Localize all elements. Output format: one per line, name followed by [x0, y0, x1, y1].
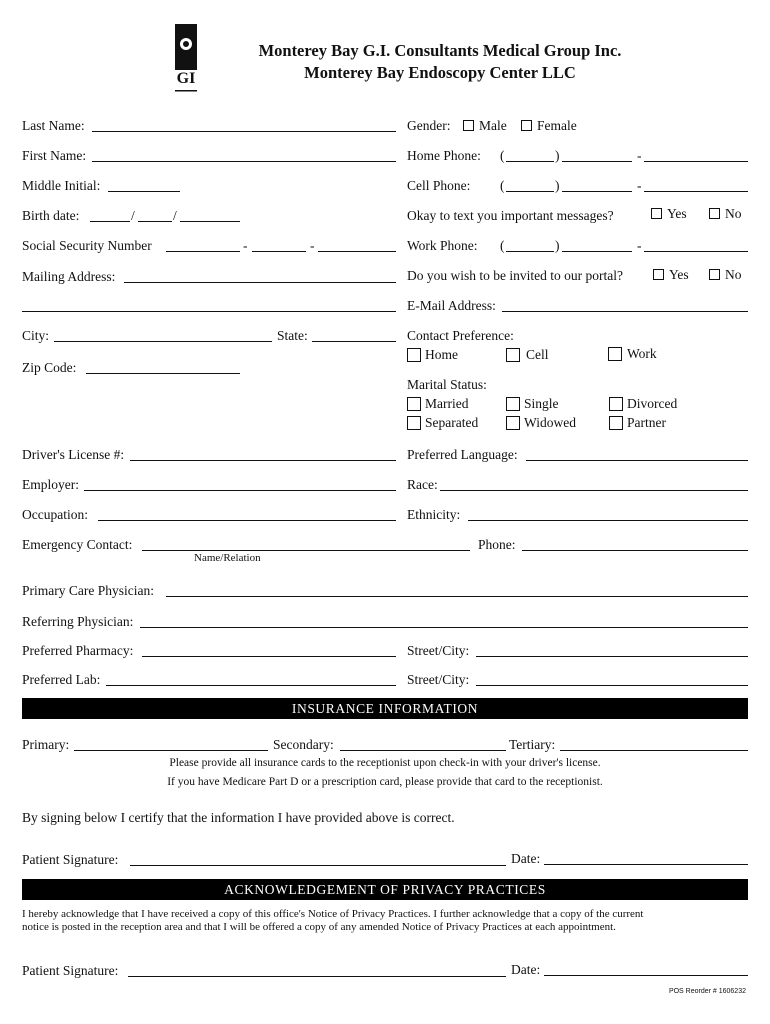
pharmacy-street-label: Street/City: [407, 643, 470, 658]
lab-street-field[interactable] [476, 685, 748, 686]
gender-female-checkbox[interactable] [521, 120, 532, 131]
lab-street-label: Street/City: [407, 672, 470, 687]
work-phone-prefix[interactable] [562, 251, 632, 252]
email-label: E-Mail Address: [407, 298, 496, 313]
employer-label: Employer: [22, 477, 79, 492]
lab-field[interactable] [106, 685, 396, 686]
marital-single-label: Single [524, 396, 559, 411]
portal-yes-label: Yes [669, 267, 689, 282]
marital-partner-checkbox[interactable] [609, 416, 623, 430]
certify-statement: By signing below I certify that the information I have provided above is correct. [22, 810, 455, 825]
text-no-checkbox[interactable] [709, 208, 720, 219]
marital-label: Marital Status: [407, 377, 487, 392]
pharmacy-label: Preferred Pharmacy: [22, 643, 134, 658]
ssn-label: Social Security Number [22, 238, 152, 253]
ethnicity-field[interactable] [468, 520, 748, 521]
ssn-part3[interactable] [318, 251, 396, 252]
birth-month-field[interactable] [90, 221, 130, 222]
marital-married-checkbox[interactable] [407, 397, 421, 411]
email-field[interactable] [502, 311, 748, 312]
zip-field[interactable] [86, 373, 240, 374]
practice-name: Monterey Bay G.I. Consultants Medical Group Inc. [258, 41, 622, 60]
insurance-note-2: If you have Medicare Part D or a prescription card, please provide that card to the receptionist. [167, 776, 603, 788]
birth-date-label: Birth date: [22, 208, 80, 223]
first-name-label: First Name: [22, 148, 87, 163]
mailing-address-field[interactable] [124, 282, 396, 283]
referring-field[interactable] [140, 627, 748, 628]
contact-work-label: Work [627, 346, 657, 361]
race-label: Race: [407, 477, 438, 492]
home-phone-line[interactable] [644, 161, 748, 162]
marital-single-checkbox[interactable] [506, 397, 520, 411]
portal-yes-checkbox[interactable] [653, 269, 664, 280]
marital-partner-label: Partner [627, 415, 666, 430]
text-yes-label: Yes [667, 206, 687, 221]
ethnicity-label: Ethnicity: [407, 507, 461, 522]
text-yes-checkbox[interactable] [651, 208, 662, 219]
gender-male-label: Male [479, 118, 507, 133]
home-phone-prefix[interactable] [562, 161, 632, 162]
patient-signature-label: Patient Signature: [22, 852, 119, 867]
middle-initial-field[interactable] [108, 191, 180, 192]
marital-separated-checkbox[interactable] [407, 416, 421, 430]
privacy-text-line2: notice is posted in the reception area and that I will be offered a copy of any amended Notice of Privacy Practices at each appointment. [22, 921, 616, 933]
marital-divorced-checkbox[interactable] [609, 397, 623, 411]
signature-date-label: Date: [511, 851, 541, 866]
occupation-field[interactable] [98, 520, 396, 521]
state-field[interactable] [312, 341, 396, 342]
contact-work-checkbox[interactable] [608, 347, 622, 361]
pharmacy-street-field[interactable] [476, 656, 748, 657]
pcp-label: Primary Care Physician: [22, 583, 154, 598]
zip-label: Zip Code: [22, 360, 77, 375]
emergency-phone-field[interactable] [522, 550, 748, 551]
cell-phone-area[interactable] [506, 191, 554, 192]
logo-text: GI [176, 70, 196, 87]
primary-insurance-field[interactable] [74, 750, 268, 751]
city-label: City: [22, 328, 50, 343]
cell-phone-label: Cell Phone: [407, 178, 471, 193]
marital-widowed-checkbox[interactable] [506, 416, 520, 430]
employer-field[interactable] [84, 490, 396, 491]
ssn-part1[interactable] [166, 251, 240, 252]
state-label: State: [277, 328, 308, 343]
emergency-contact-label: Emergency Contact: [22, 537, 133, 552]
occupation-label: Occupation: [22, 507, 88, 522]
insurance-note-1: Please provide all insurance cards to the receptionist upon check-in with your driver's license. [169, 757, 601, 769]
home-phone-area[interactable] [506, 161, 554, 162]
insurance-heading: INSURANCE INFORMATION [22, 698, 748, 719]
center-name: Monterey Bay Endoscopy Center LLC [304, 63, 576, 82]
marital-separated-label: Separated [425, 415, 479, 430]
lab-label: Preferred Lab: [22, 672, 101, 687]
tertiary-insurance-label: Tertiary: [509, 737, 556, 752]
last-name-field[interactable] [92, 131, 396, 132]
signature-date-field[interactable] [544, 864, 748, 865]
name-relation-caption: Name/Relation [194, 552, 261, 564]
contact-home-checkbox[interactable] [407, 348, 421, 362]
primary-insurance-label: Primary: [22, 737, 70, 752]
contact-cell-label: Cell [526, 347, 549, 362]
birth-year-field[interactable] [180, 221, 240, 222]
last-name-label: Last Name: [22, 118, 85, 133]
pcp-field[interactable] [166, 596, 748, 597]
privacy-heading: ACKNOWLEDGEMENT OF PRIVACY PRACTICES [22, 879, 748, 900]
birth-day-field[interactable] [138, 221, 172, 222]
referring-label: Referring Physician: [22, 614, 134, 629]
ssn-part2[interactable] [252, 251, 306, 252]
race-field[interactable] [440, 490, 748, 491]
privacy-signature-label: Patient Signature: [22, 963, 119, 978]
pref-language-label: Preferred Language: [407, 447, 518, 462]
privacy-date-field[interactable] [544, 975, 748, 976]
drivers-license-field[interactable] [130, 460, 396, 461]
work-phone-label: Work Phone: [407, 238, 478, 253]
emergency-contact-field[interactable] [142, 550, 470, 551]
reorder-number: POS Reorder # 1606232 [668, 988, 746, 995]
portal-no-checkbox[interactable] [709, 269, 720, 280]
marital-married-label: Married [425, 396, 469, 411]
pref-language-field[interactable] [526, 460, 748, 461]
marital-widowed-label: Widowed [524, 415, 576, 430]
gender-male-checkbox[interactable] [463, 120, 474, 131]
privacy-text-line1: I hereby acknowledge that I have received a copy of this office's Notice of Privacy Practices. I further acknowledge that a copy of the current [22, 908, 644, 920]
drivers-license-label: Driver's License #: [22, 447, 125, 462]
marital-divorced-label: Divorced [627, 396, 678, 411]
gender-female-label: Female [537, 118, 577, 133]
home-phone-label: Home Phone: [407, 148, 481, 163]
privacy-signature-field[interactable] [128, 976, 506, 977]
middle-initial-label: Middle Initial: [22, 178, 101, 193]
contact-home-label: Home [425, 347, 458, 362]
emergency-phone-label: Phone: [478, 537, 516, 552]
contact-cell-checkbox[interactable] [506, 348, 520, 362]
work-phone-area[interactable] [506, 251, 554, 252]
pharmacy-field[interactable] [142, 656, 396, 657]
text-ok-label: Okay to text you important messages? [407, 208, 614, 223]
secondary-insurance-field[interactable] [340, 750, 506, 751]
work-phone-line[interactable] [644, 251, 748, 252]
cell-phone-line[interactable] [644, 191, 748, 192]
contact-pref-label: Contact Preference: [407, 328, 514, 343]
tertiary-insurance-field[interactable] [560, 750, 748, 751]
city-field[interactable] [54, 341, 272, 342]
text-no-label: No [725, 206, 742, 221]
portal-label: Do you wish to be invited to our portal? [407, 268, 623, 283]
home-phone-paren: ( [500, 148, 505, 163]
gender-label: Gender: [407, 118, 451, 133]
patient-signature-field[interactable] [130, 865, 506, 866]
cell-phone-prefix[interactable] [562, 191, 632, 192]
mailing-address-label: Mailing Address: [22, 269, 116, 284]
mailing-address-line2[interactable] [22, 311, 396, 312]
first-name-field[interactable] [92, 161, 396, 162]
privacy-date-label: Date: [511, 962, 541, 977]
portal-no-label: No [725, 267, 742, 282]
secondary-insurance-label: Secondary: [273, 737, 334, 752]
